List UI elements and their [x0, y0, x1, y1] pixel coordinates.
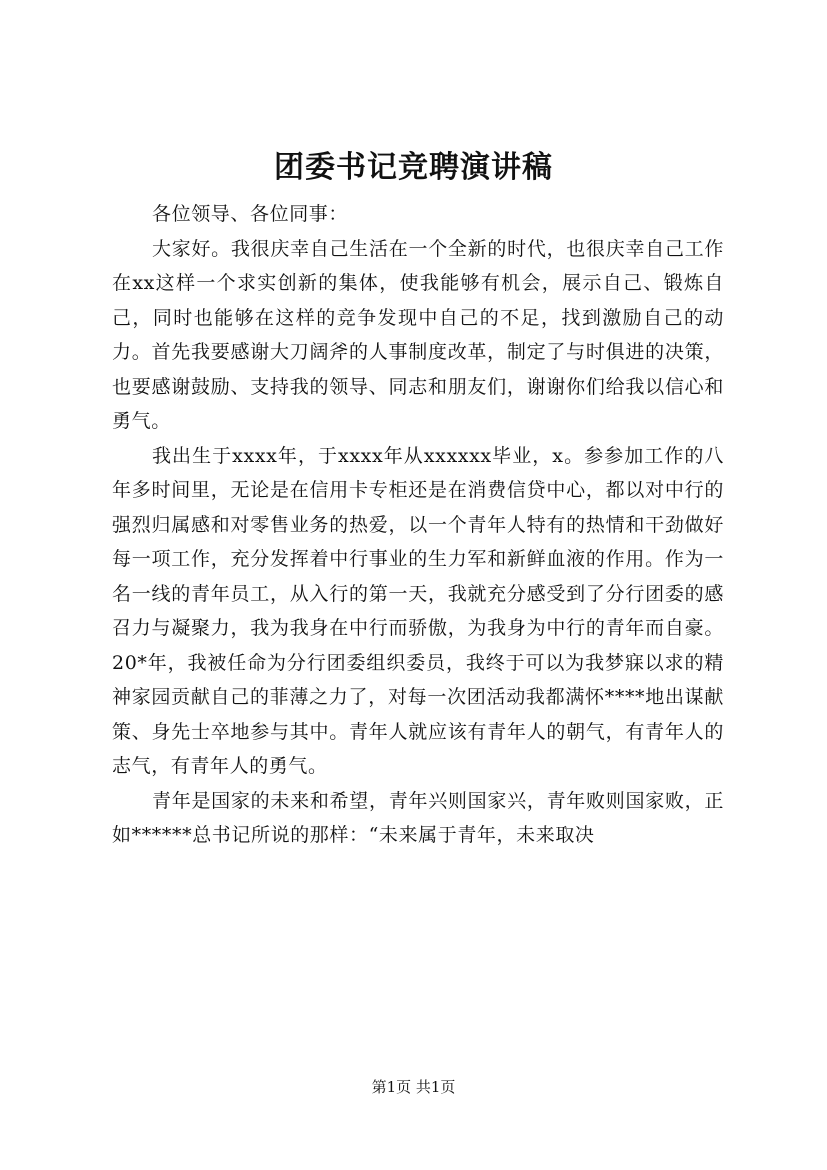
body-paragraph-3: 青年是国家的未来和希望，青年兴则国家兴，青年败则国家败，正如******总书记所说的那样：“未来属于青年，未来取决: [112, 789, 724, 846]
page-footer: 第1页 共1页: [371, 1078, 456, 1096]
document-title: 团委书记竞聘演讲稿: [274, 150, 553, 185]
body-paragraph-1: 大家好。我很庆幸自己生活在一个全新的时代，也很庆幸自己工作在xx这样一个求实创新的集体，使我能够有机会，展示自己、锻炼自己，同时也能够在这样的竞争发现中自己的不足，找到激励自己的动力。首先我要感谢大刀阔斧的人事制度改革，制定了与时俱进的决策，也要感谢鼓励、支持我的领导、同志和朋友们，谢谢你们给我以信心和勇气。: [112, 237, 724, 432]
document-body: [112, 197, 724, 853]
body-paragraph-2: 我出生于xxxx年，于xxxx年从xxxxxx毕业，x。参参加工作的八年多时间里，无论是在信用卡专柜还是在消费信贷中心，都以对中行的强烈归属感和对零售业务的热爱，以一个青年人特有的热情和干劲做好每一项工作，充分发挥着中行事业的生力军和新鲜血液的作用。作为一名一线的青年员工，从入行的第一天，我就充分感受到了分行团委的感召力与凝聚力，我为我身在中行而骄傲，为我身为中行的青年而自豪。20*年，我被任命为分行团委组织委员，我终于可以为我梦寐以求的精神家园贡献自己的菲薄之力了，对每一次团活动我都满怀****地出谋献策、身先士卒地参与其中。青年人就应该有青年人的朝气，有青年人的志气，有青年人的勇气。: [112, 444, 724, 777]
salutation-paragraph: 各位领导、各位同事：: [152, 203, 349, 225]
